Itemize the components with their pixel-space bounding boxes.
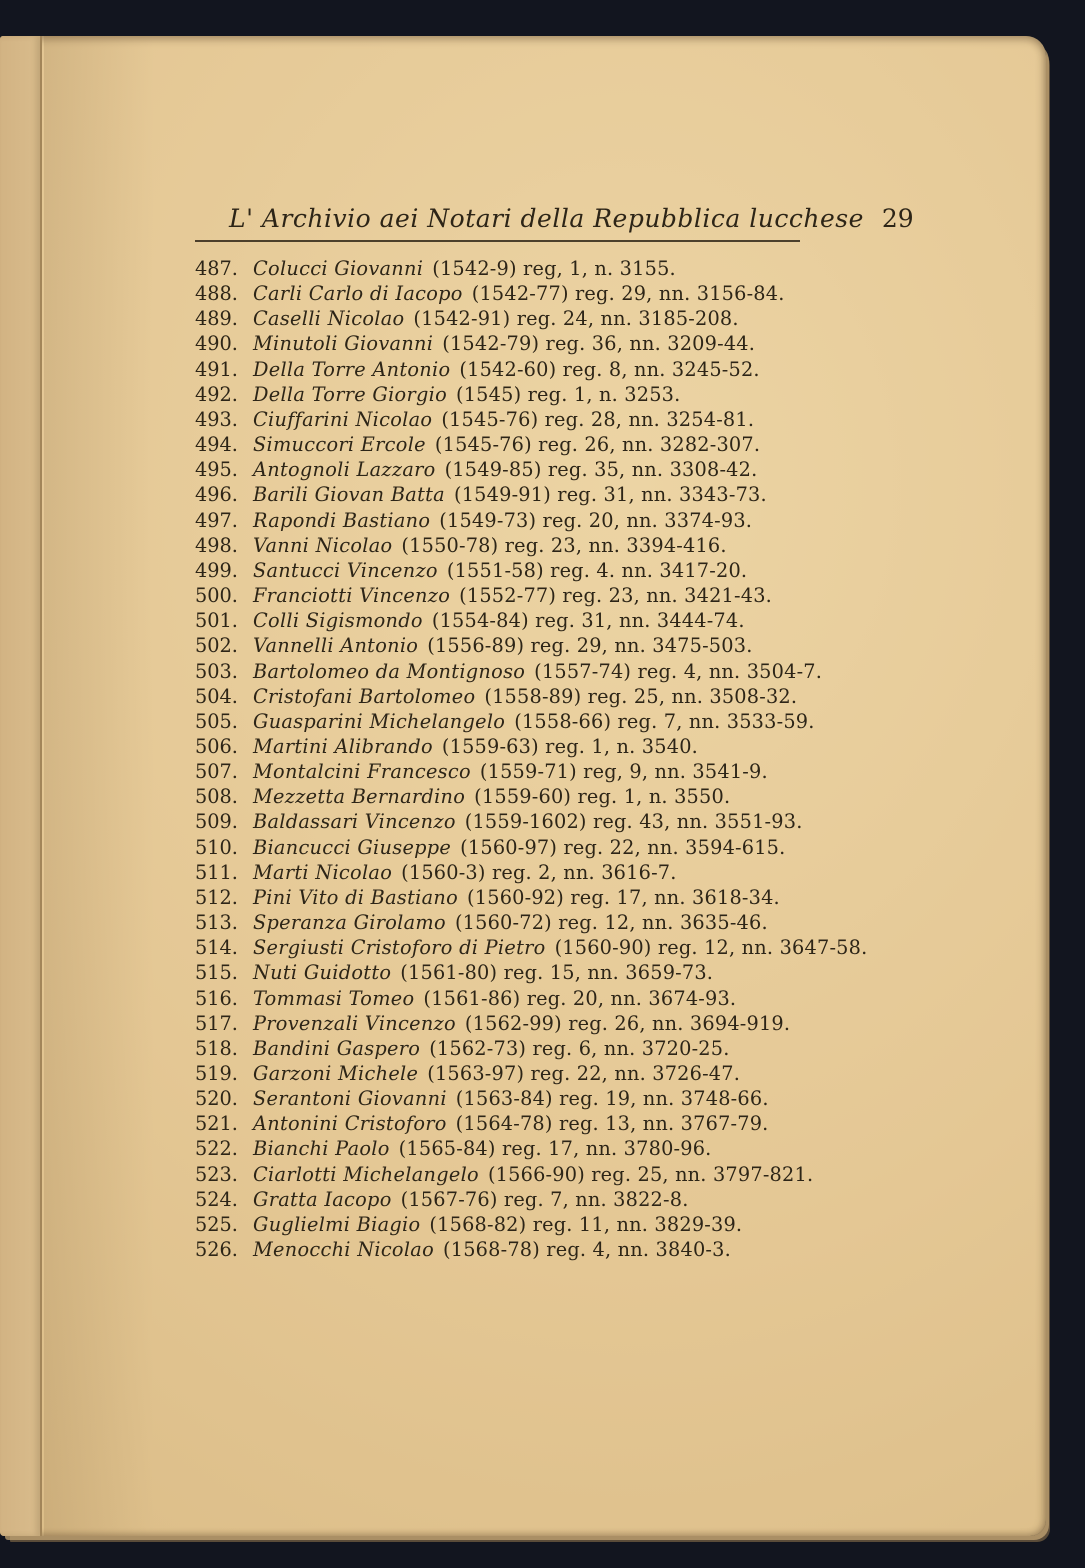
entry-details: (1559-60) reg. 1, n. 3550. bbox=[474, 785, 731, 809]
list-item bbox=[195, 986, 805, 1011]
entry-details: (1567-76) reg. 7, nn. 3822-8. bbox=[400, 1187, 689, 1211]
entry-number: 507. bbox=[195, 760, 238, 784]
entry-details: (1545) reg. 1, n. 3253. bbox=[455, 382, 681, 406]
entry-number: 494. bbox=[195, 433, 238, 457]
list-item bbox=[195, 860, 805, 885]
list-item bbox=[195, 407, 805, 432]
entry-details: (1563-84) reg. 19, nn. 3748-66. bbox=[455, 1087, 769, 1111]
entry-name: Franciotti Vincenzo bbox=[253, 584, 451, 608]
entry-number: 496. bbox=[195, 483, 238, 507]
entry-details: (1560-90) reg. 12, nn. 3647-58. bbox=[554, 936, 868, 960]
entry-number: 488. bbox=[195, 282, 238, 306]
list-item bbox=[195, 1136, 805, 1161]
entry-number: 498. bbox=[195, 533, 238, 557]
entry-details: (1559-1602) reg. 43, nn. 3551-93. bbox=[464, 810, 803, 834]
entry-name: Bartolomeo da Montignoso bbox=[253, 659, 526, 683]
entry-name: Simuccori Ercole bbox=[253, 433, 426, 457]
entry-name: Antognoli Lazzaro bbox=[253, 458, 436, 482]
list-item bbox=[195, 482, 805, 507]
list-item bbox=[195, 1036, 805, 1061]
entry-number: 519. bbox=[195, 1062, 238, 1085]
entry-details: (1556-89) reg. 29, nn. 3475-503. bbox=[427, 634, 753, 658]
list-item bbox=[195, 835, 805, 860]
list-item bbox=[195, 684, 805, 709]
entry-details: (1550-78) reg. 23, nn. 3394-416. bbox=[401, 533, 727, 557]
entry-name: Sergiusti Cristoforo di Pietro bbox=[253, 936, 546, 960]
page-header bbox=[195, 204, 914, 233]
list-item bbox=[195, 558, 805, 583]
entry-name: Cristofani Bartolomeo bbox=[253, 684, 476, 708]
entry-details: (1558-66) reg. 7, nn. 3533-59. bbox=[514, 709, 815, 733]
entry-name: Bandini Gaspero bbox=[253, 1036, 421, 1060]
entry-details: (1542-91) reg. 24, nn. 3185-208. bbox=[413, 307, 739, 331]
list-item bbox=[195, 910, 805, 935]
entry-name: Colucci Giovanni bbox=[253, 257, 424, 280]
entry-details: (1566-90) reg. 25, nn. 3797-821. bbox=[487, 1162, 814, 1186]
list-item bbox=[195, 331, 805, 356]
entry-name: Vannelli Antonio bbox=[253, 634, 419, 658]
list-item bbox=[195, 583, 805, 608]
entry-name: Marti Nicolao bbox=[253, 860, 393, 884]
list-item bbox=[195, 709, 815, 734]
entry-details: (1542-60) reg. 8, nn. 3245-52. bbox=[459, 357, 760, 381]
entry-number: 520. bbox=[195, 1087, 238, 1111]
entry-number: 508. bbox=[195, 785, 238, 809]
entry-number: 499. bbox=[195, 558, 238, 582]
entry-details: (1560-72) reg. 12, nn. 3635-46. bbox=[454, 911, 768, 935]
list-item bbox=[195, 281, 805, 306]
entry-name: Colli Sigismondo bbox=[253, 609, 423, 633]
entry-details: (1559-71) reg, 9, nn. 3541-9. bbox=[479, 760, 768, 784]
entry-number: 490. bbox=[195, 332, 238, 356]
entry-details: (1552-77) reg. 23, nn. 3421-43. bbox=[459, 584, 772, 608]
entry-number: 513. bbox=[195, 911, 238, 935]
list-item bbox=[195, 1162, 814, 1187]
entry-details: (1558-89) reg. 25, nn. 3508-32. bbox=[484, 684, 798, 708]
list-item bbox=[195, 809, 805, 834]
entry-details: (1549-91) reg. 31, nn. 3343-73. bbox=[453, 483, 767, 507]
list-item bbox=[195, 1212, 805, 1237]
entry-name: Barili Giovan Batta bbox=[253, 483, 445, 507]
entry-number: 492. bbox=[195, 382, 238, 406]
entry-name: Vanni Nicolao bbox=[253, 533, 393, 557]
entry-name: Pini Vito di Bastiano bbox=[253, 885, 459, 909]
list-item bbox=[195, 1086, 805, 1111]
entry-details: (1562-99) reg. 26, nn. 3694-919. bbox=[464, 1011, 791, 1035]
entry-name: Garzoni Michele bbox=[253, 1062, 419, 1085]
entry-name: Rapondi Bastiano bbox=[253, 508, 431, 532]
entry-number: 515. bbox=[195, 961, 238, 985]
list-item bbox=[195, 508, 805, 533]
entry-number: 495. bbox=[195, 458, 238, 482]
entry-name: Gratta Iacopo bbox=[253, 1187, 392, 1211]
entry-number: 491. bbox=[195, 357, 238, 381]
entry-name: Della Torre Antonio bbox=[253, 357, 451, 381]
entry-details: (1563-97) reg. 22, nn. 3726-47. bbox=[427, 1062, 741, 1085]
entry-number: 514. bbox=[195, 936, 238, 960]
list-item bbox=[195, 306, 805, 331]
entry-name: Martini Alibrando bbox=[253, 734, 433, 758]
entry-number: 523. bbox=[195, 1162, 238, 1186]
entry-number: 524. bbox=[195, 1187, 238, 1211]
entry-name: Biancucci Giuseppe bbox=[253, 835, 452, 859]
list-item bbox=[195, 256, 805, 281]
entry-number: 521. bbox=[195, 1112, 238, 1136]
entry-number: 500. bbox=[195, 584, 238, 608]
list-item bbox=[195, 1237, 805, 1262]
entry-number: 517. bbox=[195, 1011, 238, 1035]
entry-name: Santucci Vincenzo bbox=[253, 558, 438, 582]
list-item bbox=[195, 885, 805, 910]
entry-details: (1557-74) reg. 4, nn. 3504-7. bbox=[534, 659, 823, 683]
entry-name: Bianchi Paolo bbox=[253, 1137, 390, 1161]
entry-number: 502. bbox=[195, 634, 238, 658]
entry-name: Carli Carlo di Iacopo bbox=[253, 282, 463, 306]
print-area bbox=[195, 204, 914, 1262]
entry-number: 504. bbox=[195, 684, 238, 708]
entry-number: 497. bbox=[195, 508, 238, 532]
gutter-shadow bbox=[44, 36, 154, 1536]
list-item bbox=[195, 533, 805, 558]
list-item bbox=[195, 382, 805, 407]
entry-details: (1559-63) reg. 1, n. 3540. bbox=[441, 734, 698, 758]
header-rule bbox=[195, 240, 800, 242]
list-item bbox=[195, 759, 805, 784]
entry-name: Ciarlotti Michelangelo bbox=[253, 1162, 479, 1186]
list-item bbox=[195, 734, 805, 759]
entry-number: 489. bbox=[195, 307, 238, 331]
list-item bbox=[195, 1111, 805, 1136]
entry-name: Menocchi Nicolao bbox=[253, 1238, 435, 1262]
entry-name: Guglielmi Biagio bbox=[253, 1212, 421, 1236]
entry-name: Guasparini Michelangelo bbox=[253, 709, 506, 733]
entry-name: Nuti Guidotto bbox=[253, 961, 392, 985]
entry-details: (1542-77) reg. 29, nn. 3156-84. bbox=[471, 282, 785, 306]
entry-details: (1560-92) reg. 17, nn. 3618-34. bbox=[467, 885, 780, 909]
entry-number: 493. bbox=[195, 407, 238, 431]
list-item bbox=[195, 357, 805, 382]
entry-details: (1564-78) reg. 13, nn. 3767-79. bbox=[455, 1112, 769, 1136]
entry-name: Provenzali Vincenzo bbox=[253, 1011, 456, 1035]
entry-number: 509. bbox=[195, 810, 238, 834]
entry-details: (1542-79) reg. 36, nn. 3209-44. bbox=[442, 332, 756, 356]
entry-details: (1545-76) reg. 28, nn. 3254-81. bbox=[441, 407, 755, 431]
entry-number: 510. bbox=[195, 835, 238, 859]
entry-name: Speranza Girolamo bbox=[253, 911, 446, 935]
entry-name: Minutoli Giovanni bbox=[253, 332, 434, 356]
entry-name: Antonini Cristoforo bbox=[253, 1112, 447, 1136]
list-item bbox=[195, 1187, 805, 1212]
entry-details: (1568-82) reg. 11, nn. 3829-39. bbox=[429, 1212, 743, 1236]
list-item bbox=[195, 1011, 805, 1036]
entry-number: 501. bbox=[195, 609, 238, 633]
entry-number: 506. bbox=[195, 734, 238, 758]
list-item bbox=[195, 960, 805, 985]
list-item bbox=[195, 659, 823, 684]
entry-name: Baldassari Vincenzo bbox=[253, 810, 456, 834]
entry-name: Della Torre Giorgio bbox=[253, 382, 447, 406]
list-item bbox=[195, 432, 805, 457]
list-item bbox=[195, 608, 805, 633]
notary-entry-list bbox=[195, 256, 868, 1262]
list-item bbox=[195, 633, 805, 658]
entry-details: (1568-78) reg. 4, nn. 3840-3. bbox=[443, 1238, 731, 1262]
entry-details: (1549-73) reg. 20, nn. 3374-93. bbox=[439, 508, 753, 532]
entry-name: Ciuffarini Nicolao bbox=[253, 407, 433, 431]
page-header-title: L' Archivio aei Notari della Repubblica lucchese bbox=[229, 204, 864, 233]
entry-details: (1560-3) reg. 2, nn. 3616-7. bbox=[401, 860, 677, 884]
list-item bbox=[195, 1061, 805, 1086]
entry-number: 512. bbox=[195, 885, 238, 909]
page-gutter-fold bbox=[0, 36, 42, 1536]
entry-number: 518. bbox=[195, 1036, 238, 1060]
entry-name: Tommasi Tomeo bbox=[253, 986, 415, 1010]
entry-details: (1561-80) reg. 15, nn. 3659-73. bbox=[400, 961, 714, 985]
entry-number: 487. bbox=[195, 257, 238, 280]
entry-name: Montalcini Francesco bbox=[253, 760, 471, 784]
entry-number: 505. bbox=[195, 709, 238, 733]
entry-details: (1560-97) reg. 22, nn. 3594-615. bbox=[460, 835, 786, 859]
list-item bbox=[195, 935, 868, 960]
entry-number: 503. bbox=[195, 659, 238, 683]
entry-number: 511. bbox=[195, 860, 238, 884]
entry-number: 516. bbox=[195, 986, 238, 1010]
entry-details: (1554-84) reg. 31, nn. 3444-74. bbox=[431, 609, 745, 633]
entry-number: 522. bbox=[195, 1137, 238, 1161]
entry-number: 526. bbox=[195, 1238, 238, 1262]
list-item bbox=[195, 457, 805, 482]
entry-name: Serantoni Giovanni bbox=[253, 1087, 447, 1111]
entry-name: Caselli Nicolao bbox=[253, 307, 405, 331]
entry-number: 525. bbox=[195, 1212, 238, 1236]
book-page bbox=[0, 36, 1046, 1536]
list-item bbox=[195, 784, 805, 809]
entry-details: (1551-58) reg. 4. nn. 3417-20. bbox=[446, 558, 748, 582]
entry-details: (1545-76) reg. 26, nn. 3282-307. bbox=[434, 433, 761, 457]
entry-details: (1542-9) reg, 1, n. 3155. bbox=[432, 257, 676, 280]
entry-details: (1565-84) reg. 17, nn. 3780-96. bbox=[398, 1137, 712, 1161]
entry-details: (1562-73) reg. 6, nn. 3720-25. bbox=[429, 1036, 730, 1060]
entry-name: Mezzetta Bernardino bbox=[253, 785, 466, 809]
entry-details: (1549-85) reg. 35, nn. 3308-42. bbox=[444, 458, 758, 482]
entry-details: (1561-86) reg. 20, nn. 3674-93. bbox=[423, 986, 737, 1010]
page-number: 29 bbox=[881, 204, 914, 233]
